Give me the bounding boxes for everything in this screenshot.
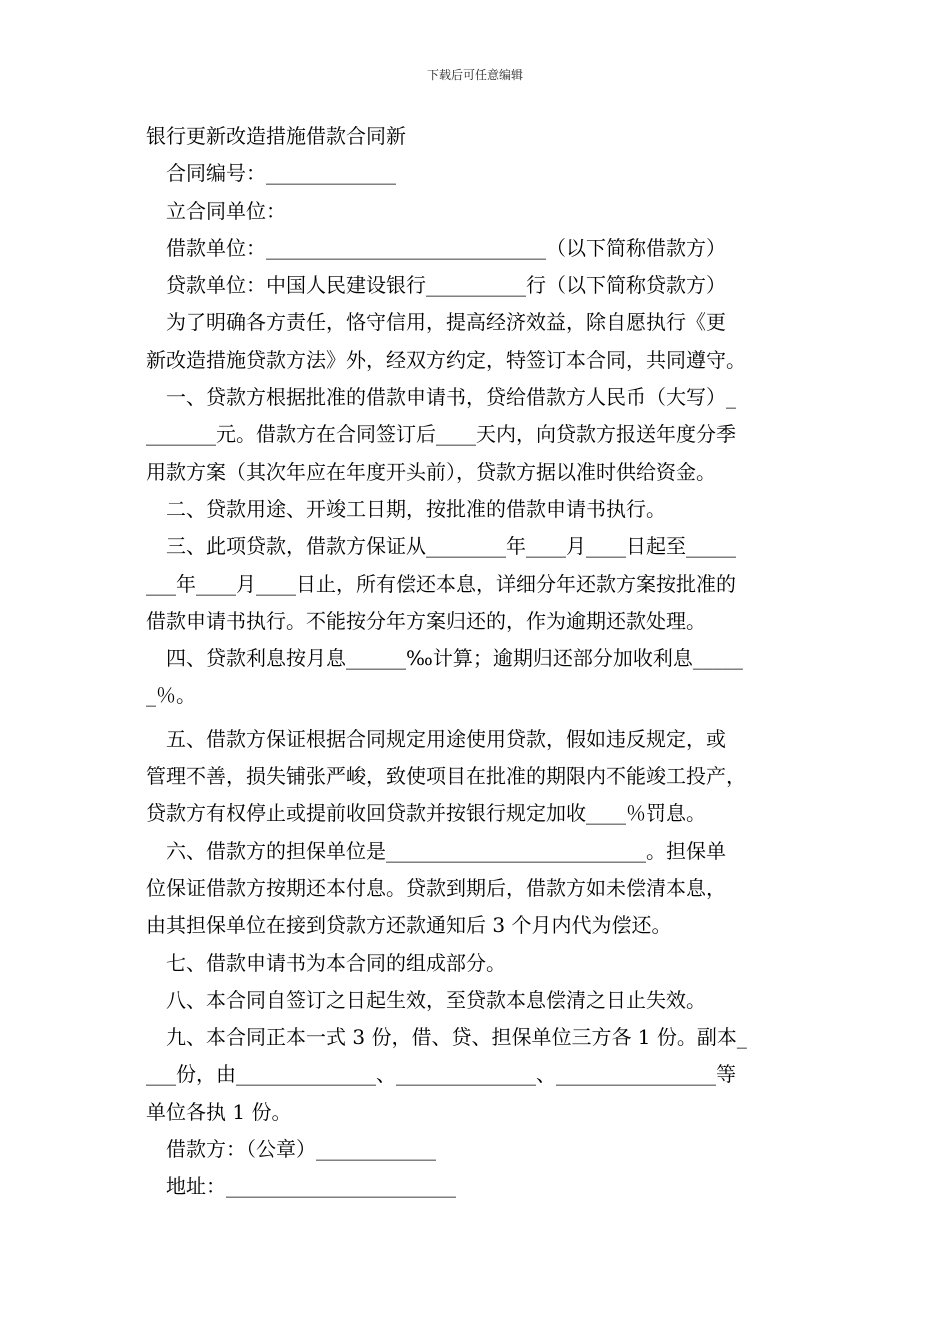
clause-7-line: 七、借款申请书为本合同的组成部分。 bbox=[166, 950, 506, 975]
clause-5-line: 五、借款方保证根据合同规定用途使用贷款，假如违反规定，或 bbox=[166, 726, 726, 751]
paragraph-line: 新改造措施贷款方法》外，经双方约定，特签订本合同，共同遵守。 bbox=[146, 347, 746, 372]
lender-line[interactable]: 贷款单位：中国人民建设银行__________行（以下简称贷款方） bbox=[166, 273, 726, 298]
clause-3-line[interactable]: 三、此项贷款，借款方保证从________年____月____日起至_____ bbox=[166, 534, 736, 559]
contract-number[interactable]: 合同编号：_____________ bbox=[166, 161, 396, 186]
clause-3-line[interactable]: ___年____月____日止，所有偿还本息，详细分年还款方案按批准的 bbox=[146, 571, 736, 596]
clause-9-line[interactable]: 九、本合同正本一式 3 份，借、贷、担保单位三方各 1 份。副本_ bbox=[166, 1025, 747, 1050]
contract-body bbox=[146, 118, 814, 1206]
document-title: 银行更新改造措施借款合同新 bbox=[146, 124, 406, 148]
clause-6-line[interactable]: 六、借款方的担保单位是__________________________。担保单 bbox=[166, 838, 726, 863]
borrower-seal-line[interactable]: 借款方：（公章）____________ bbox=[166, 1137, 436, 1162]
clause-6-line: 位保证借款方按期还本付息。贷款到期后，借款方如未偿清本息， bbox=[146, 875, 726, 900]
clause-2-line: 二、贷款用途、开竣工日期，按批准的借款申请书执行。 bbox=[166, 496, 666, 521]
clause-9-line[interactable]: ___份，由______________、______________、________________等 bbox=[146, 1062, 736, 1087]
clause-6-line: 由其担保单位在接到贷款方还款通知后 3 个月内代为偿还。 bbox=[146, 913, 672, 938]
paragraph-line: 为了明确各方责任，恪守信用，提高经济效益，除自愿执行《更 bbox=[166, 310, 726, 335]
clause-1-line: 用款方案（其次年应在年度开头前），贷款方据以准时供给资金。 bbox=[146, 459, 716, 484]
borrower-line[interactable]: 借款单位：____________________________（以下简称借款方） bbox=[166, 235, 726, 260]
clause-1-line[interactable]: _______元。借款方在合同签订后____天内，向贷款方报送年度分季 bbox=[146, 422, 736, 447]
clause-1-line[interactable]: 一、贷款方根据批准的借款申请书，贷给借款方人民币（大写）_ bbox=[166, 385, 736, 410]
clause-8-line: 八、本合同自签订之日起生效，至贷款本息偿清之日止失效。 bbox=[166, 987, 706, 1012]
clause-4-line[interactable]: _％。 bbox=[146, 683, 196, 708]
address-line[interactable]: 地址：_______________________ bbox=[166, 1174, 456, 1199]
parties-heading: 立合同单位： bbox=[166, 198, 286, 223]
clause-9-line: 单位各执 1 份。 bbox=[146, 1099, 292, 1124]
clause-5-line[interactable]: 贷款方有权停止或提前收回贷款并按银行规定加收____％罚息。 bbox=[146, 801, 706, 826]
clause-5-line: 管理不善，损失铺张严峻，致使项目在批准的期限内不能竣工投产， bbox=[146, 764, 746, 789]
page-header: 下载后可任意编辑 bbox=[426, 68, 523, 82]
clause-3-line: 借款申请书执行。不能按分年方案归还的，作为逾期还款处理。 bbox=[146, 608, 706, 633]
clause-4-line[interactable]: 四、贷款利息按月息______‰计算；逾期归还部分加收利息_____ bbox=[166, 646, 743, 671]
